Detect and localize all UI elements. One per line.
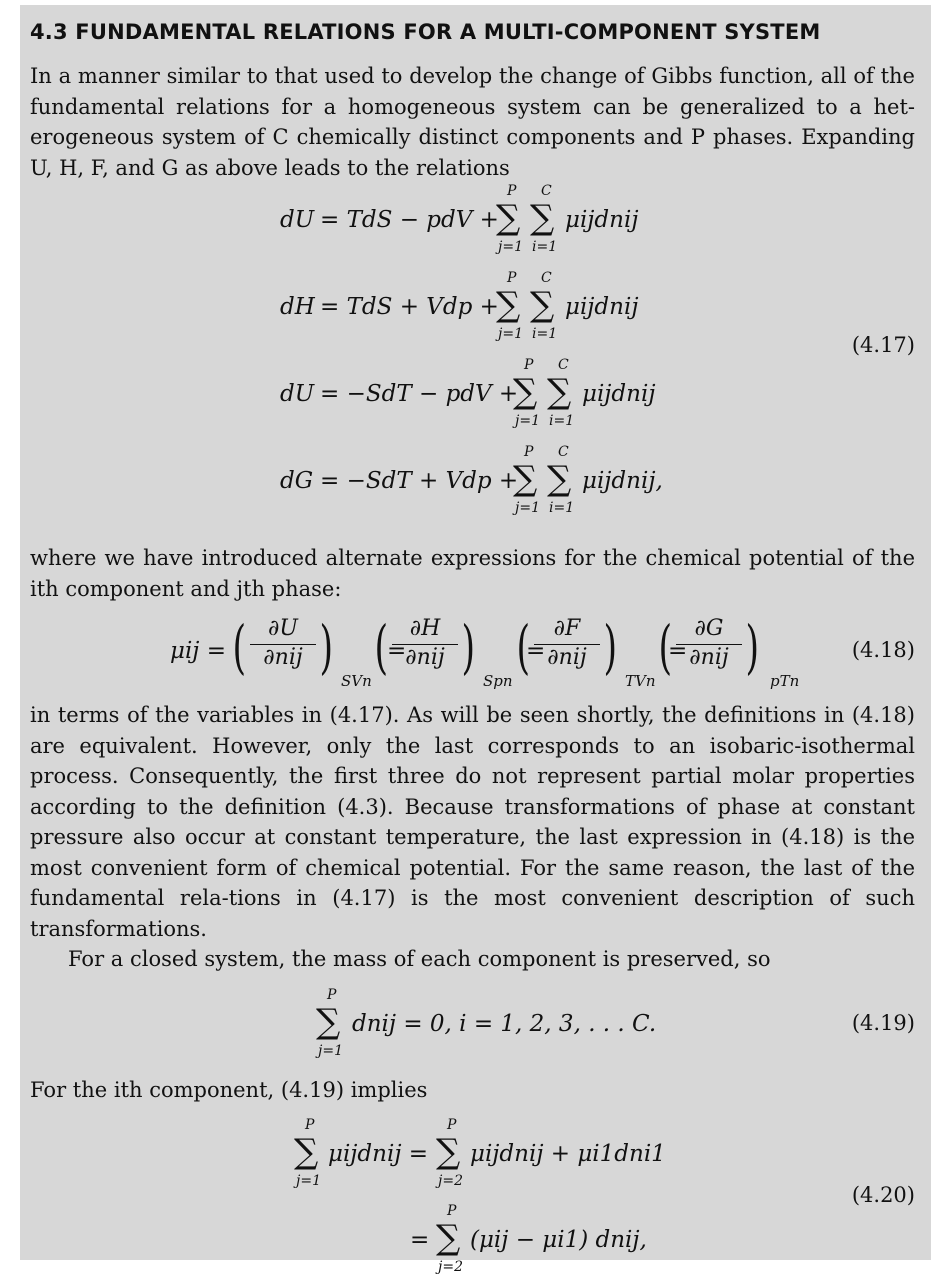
equation-number-4-19: (4.19) <box>851 1010 915 1035</box>
sum-sign: ∑ <box>547 372 572 412</box>
left-paren: ( <box>374 613 389 681</box>
left-paren: ( <box>516 613 531 681</box>
eq420-l2-upper: P <box>447 1203 457 1219</box>
eq418-num-4: ∂G <box>694 616 724 641</box>
eq417-l4-upper-j: P <box>524 444 534 460</box>
eq418-fraction-1 <box>250 616 316 673</box>
eq418-den-2: ∂nij <box>405 645 445 670</box>
content <box>30 5 915 1285</box>
equals-sign: = <box>668 638 688 664</box>
eq418-num-3: ∂F <box>553 616 581 641</box>
equation-4-18 <box>30 604 915 700</box>
eq418-sub-2: Spn <box>483 672 513 690</box>
eq417-l4-upper-i: C <box>558 444 569 460</box>
right-paren: ) <box>745 613 760 681</box>
sum-sign: ∑ <box>530 198 555 238</box>
eq417-line-1 <box>280 183 700 263</box>
paragraph-5: For the ith component, (4.19) implies <box>30 1077 428 1102</box>
eq417-l3-lower-i: i=1 <box>549 413 575 429</box>
equation-number-4-20: (4.20) <box>851 1183 915 1207</box>
eq420-l1-tail: μijdnij + μi1dni1 <box>470 1141 666 1167</box>
eq417-l4-tail: μijdnij, <box>582 468 663 494</box>
eq418-den-4: ∂nij <box>689 645 729 670</box>
eq418-fraction-4 <box>676 616 742 673</box>
eq420-l1-upper2: P <box>447 1117 457 1133</box>
sum-sign: ∑ <box>436 1132 461 1172</box>
eq419-lower: j=1 <box>318 1042 343 1059</box>
sum-sign: ∑ <box>496 285 521 325</box>
eq417-line-4 <box>280 444 720 524</box>
right-paren: ) <box>319 613 334 681</box>
left-paren: ( <box>658 613 673 681</box>
eq417-l1-lower-i: i=1 <box>532 239 558 255</box>
eq418-num-1: ∂U <box>268 616 298 641</box>
eq420-l1-body: μijdnij = <box>328 1141 429 1167</box>
eq417-l4-rhs: = −SdT + Vdp + <box>320 468 519 494</box>
eq417-l4-lower-j: j=1 <box>515 500 540 516</box>
paragraph-3: in terms of the variables in (4.17). As will be seen shortly, the definitions in (4.18) are equivalent. However, only the last corresponds to an isobaric-isothermal process. Consequently, the first three do not represent partial molar properties according to the definition (4.3). Because transformations of phase at constant pressure also occur at constant temperature, the last expression in (4.18) is the most convenient form of chemical potential. For the same reason, the last of the fundamental rela-tions in (4.17) is the most convenient description of such transformations. <box>30 703 915 941</box>
section-title: 4.3 FUNDAMENTAL RELATIONS FOR A MULTI-COMPONENT SYSTEM <box>30 20 821 44</box>
eq420-l1-lower: j=1 <box>296 1173 321 1189</box>
eq417-l3-upper-j: P <box>524 357 534 373</box>
eq417-l3-rhs: = −SdT − pdV + <box>320 381 519 407</box>
eq417-l4-lhs: dG <box>280 468 314 494</box>
eq418-sub-1: SVn <box>341 672 372 690</box>
eq417-l2-lower-j: j=1 <box>498 326 523 342</box>
equation-number-4-17: (4.17) <box>851 333 915 357</box>
eq417-l2-upper-j: P <box>507 270 517 286</box>
eq420-l1-upper: P <box>305 1117 315 1133</box>
page <box>20 5 931 1275</box>
right-paren: ) <box>603 613 618 681</box>
eq420-l2-equals: = <box>410 1227 430 1253</box>
sum-sign: ∑ <box>436 1218 461 1258</box>
sum-sign: ∑ <box>530 285 555 325</box>
eq417-line-2 <box>280 270 700 350</box>
paragraph-2: where we have introduced alternate expressions for the chemical potential of the ith component and jth phase: <box>30 546 915 601</box>
eq418-num-2: ∂H <box>409 616 441 641</box>
eq417-l2-tail: μijdnij <box>565 294 639 320</box>
sum-sign: ∑ <box>316 1001 341 1042</box>
eq417-l1-lhs: dU <box>280 207 315 233</box>
equation-4-20 <box>30 1105 915 1285</box>
equals-sign: = <box>526 638 546 664</box>
eq417-l1-tail: μijdnij <box>565 207 639 233</box>
eq420-l1-lower2: j=2 <box>438 1173 463 1189</box>
eq417-l1-upper-i: C <box>541 183 552 199</box>
eq418-fraction-3 <box>534 616 600 673</box>
eq418-den-3: ∂nij <box>547 645 587 670</box>
eq418-sub-3: TVn <box>625 672 656 690</box>
paragraph-1: In a manner similar to that used to develop the change of Gibbs function, all of the fundamental relations for a homogeneous system can be generalized to a het-erogeneous system of C chemically distinct components and P phases. Expanding U, H, F, and G as above leads to the relations <box>30 64 915 180</box>
left-paren: ( <box>232 613 247 681</box>
equals-sign: = <box>387 638 407 664</box>
equation-4-19 <box>30 975 915 1075</box>
eq418-fraction-2 <box>392 616 458 673</box>
equation-number-4-18: (4.18) <box>851 638 915 662</box>
equation-4-17 <box>30 183 915 541</box>
eq419-body: dnij = 0, i = 1, 2, 3, . . . C. <box>352 1010 657 1037</box>
eq418-lhs: μij = <box>170 638 227 664</box>
eq417-l1-upper-j: P <box>507 183 517 199</box>
eq418-den-1: ∂nij <box>263 645 303 670</box>
eq417-l1-rhs: = TdS − pdV + <box>320 207 499 233</box>
eq417-l2-lower-i: i=1 <box>532 326 558 342</box>
eq418-sub-4: pTn <box>770 672 800 690</box>
eq417-l3-lhs: dU <box>280 381 315 407</box>
sum-sign: ∑ <box>547 459 572 499</box>
eq417-l2-rhs: = TdS + Vdp + <box>320 294 499 320</box>
sum-sign: ∑ <box>513 459 538 499</box>
sum-sign: ∑ <box>513 372 538 412</box>
eq417-l2-lhs: dH <box>280 294 315 320</box>
eq420-l2-lower: j=2 <box>438 1259 463 1275</box>
right-paren: ) <box>461 613 476 681</box>
eq419-upper: P <box>327 986 337 1003</box>
eq417-line-3 <box>280 357 720 437</box>
sum-sign: ∑ <box>294 1132 319 1172</box>
paragraph-4: For a closed system, the mass of each component is preserved, so <box>68 947 771 971</box>
eq417-l4-lower-i: i=1 <box>549 500 575 516</box>
sum-sign: ∑ <box>496 198 521 238</box>
eq417-l3-lower-j: j=1 <box>515 413 540 429</box>
eq417-l2-upper-i: C <box>541 270 552 286</box>
eq417-l3-upper-i: C <box>558 357 569 373</box>
eq417-l1-lower-j: j=1 <box>498 239 523 255</box>
eq420-l2-tail: (μij − μi1) dnij, <box>470 1227 647 1253</box>
eq417-l3-tail: μijdnij <box>582 381 656 407</box>
